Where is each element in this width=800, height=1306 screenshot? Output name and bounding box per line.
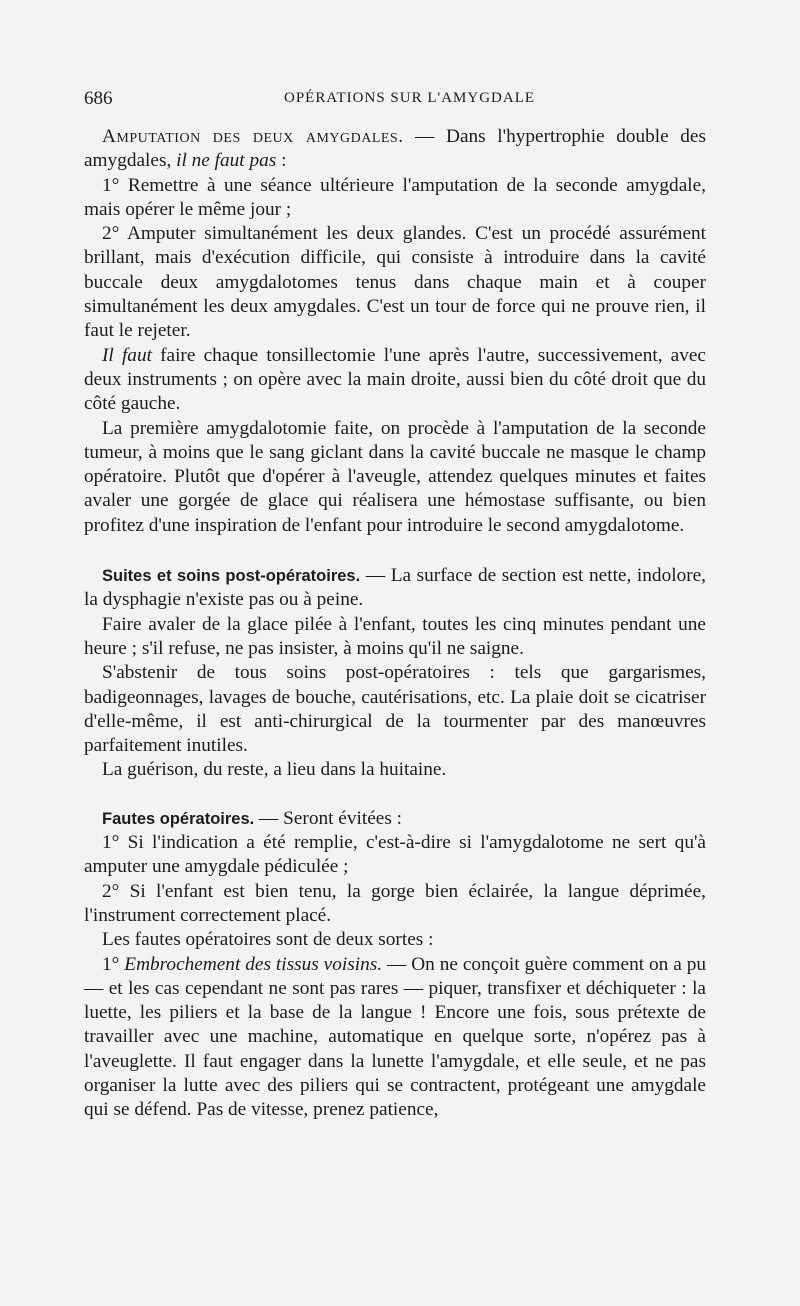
amputation-item-2: 2° Amputer simultanément les deux glandes. C'est un procédé assurément brillant, mais d'exécution difficile, qui consiste à introduire dans la cavité buccale deux amygdalotomes tenus dans chaque main et à couper simultanément les deux amygdales. C'est un tour de force qui ne prouve rien, il faut le rejeter. [84,223,706,342]
amputation-intro-text: — Dans l'hypertrophie double des amygdales, [84,126,706,172]
faults-item-3-title: Embrochement des tissus voisins. [124,953,383,975]
amputation-must-emphasis: Il faut [102,344,152,366]
faults-item-1: 1° Si l'indication a été remplie, c'est-à-dire si l'amygdalotome ne sert qu'à amputer une amygdale pédiculée ; [84,832,706,878]
body-text [84,125,706,1123]
faults-kinds-paragraph: Les fautes opératoires sont de deux sortes : [102,929,434,951]
section-spacer [84,538,706,564]
faults-heading: Fautes opératoires. [102,809,255,828]
page-number: 686 [84,88,113,109]
postoperative-intro-text: — La surface de section est nette, indolore, la dysphagie n'existe pas ou à peine. [84,565,707,611]
amputation-must-text: faire chaque tonsillectomie l'une après l'autre, successivement, avec deux instruments ; on opère avec la main droite, aussi bien du côté droit que du côté gauche. [84,344,706,415]
postoperative-healing-paragraph: La guérison, du reste, a lieu dans la huitaine. [102,759,447,781]
postoperative-heading: Suites et soins post-opératoires. [102,567,361,586]
amputation-intro-paragraph [84,125,706,174]
running-head: OPÉRATIONS SUR L'AMYGDALE [284,90,536,106]
amputation-item-1: 1° Remettre à une séance ultérieure l'amputation de la seconde amygdale, mais opérer le même jour ; [84,174,706,220]
amputation-intro-end: : [276,150,287,172]
faults-item-3 [84,953,706,1123]
faults-item-3-number: 1° [102,953,125,975]
amputation-must-paragraph [84,344,706,417]
faults-item-2: 2° Si l'enfant est bien tenu, la gorge bien éclairée, la langue déprimée, l'instrument correctement placé. [84,880,706,926]
faults-intro-paragraph [84,807,706,831]
postoperative-abstain-paragraph: S'abstenir de tous soins post-opératoires : tels que gargarismes, badigeonnages, lavages de bouche, cautérisations, etc. La plaie doit se cicatriser d'elle-même, il est anti-chirurgical de la tourmenter par des manœuvres parfaitement inutiles. [84,662,706,757]
section-spacer [84,783,706,807]
amputation-intro-emphasis: il ne faut pas [176,150,277,172]
amputation-heading: Amputation des deux amygdales. [102,126,404,147]
page-header [84,88,706,112]
faults-intro-text: — Seront évitées : [254,807,403,829]
postoperative-intro-paragraph [84,564,706,613]
amputation-first-done-paragraph: La première amygdalotomie faite, on procède à l'amputation de la seconde tumeur, à moins que le sang giclant dans la cavité buccale ne masque le champ opératoire. Plutôt que d'opérer à l'aveugle, attendez quelques minutes et faites avaler une gorgée de glace qui réalisera une hémostase suffisante, ou bien profitez d'une inspiration de l'enfant pour introduire le second amygdalotome. [84,417,706,536]
faults-item-3-text: — On ne conçoit guère comment on a pu — et les cas cependant ne sont pas rares — piquer, transfixer et déchiqueter : la luette, les piliers et la base de la langue ! Encore une fois, sous prétexte de travailler avec une machine, automatique en quelque sorte, n'opérez pas à l'aveuglette. Il faut engager dans la lunette l'amygdale, et elle seule, et ne pas organiser la lutte avec des piliers qui se contractent, protégeant une amygdale qui se défend. Pas de vitesse, prenez patience, [84,953,707,1121]
postoperative-ice-paragraph: Faire avaler de la glace pilée à l'enfant, toutes les cinq minutes pendant une heure ; s'il refuse, ne pas insister, à moins qu'il ne saigne. [84,613,706,659]
